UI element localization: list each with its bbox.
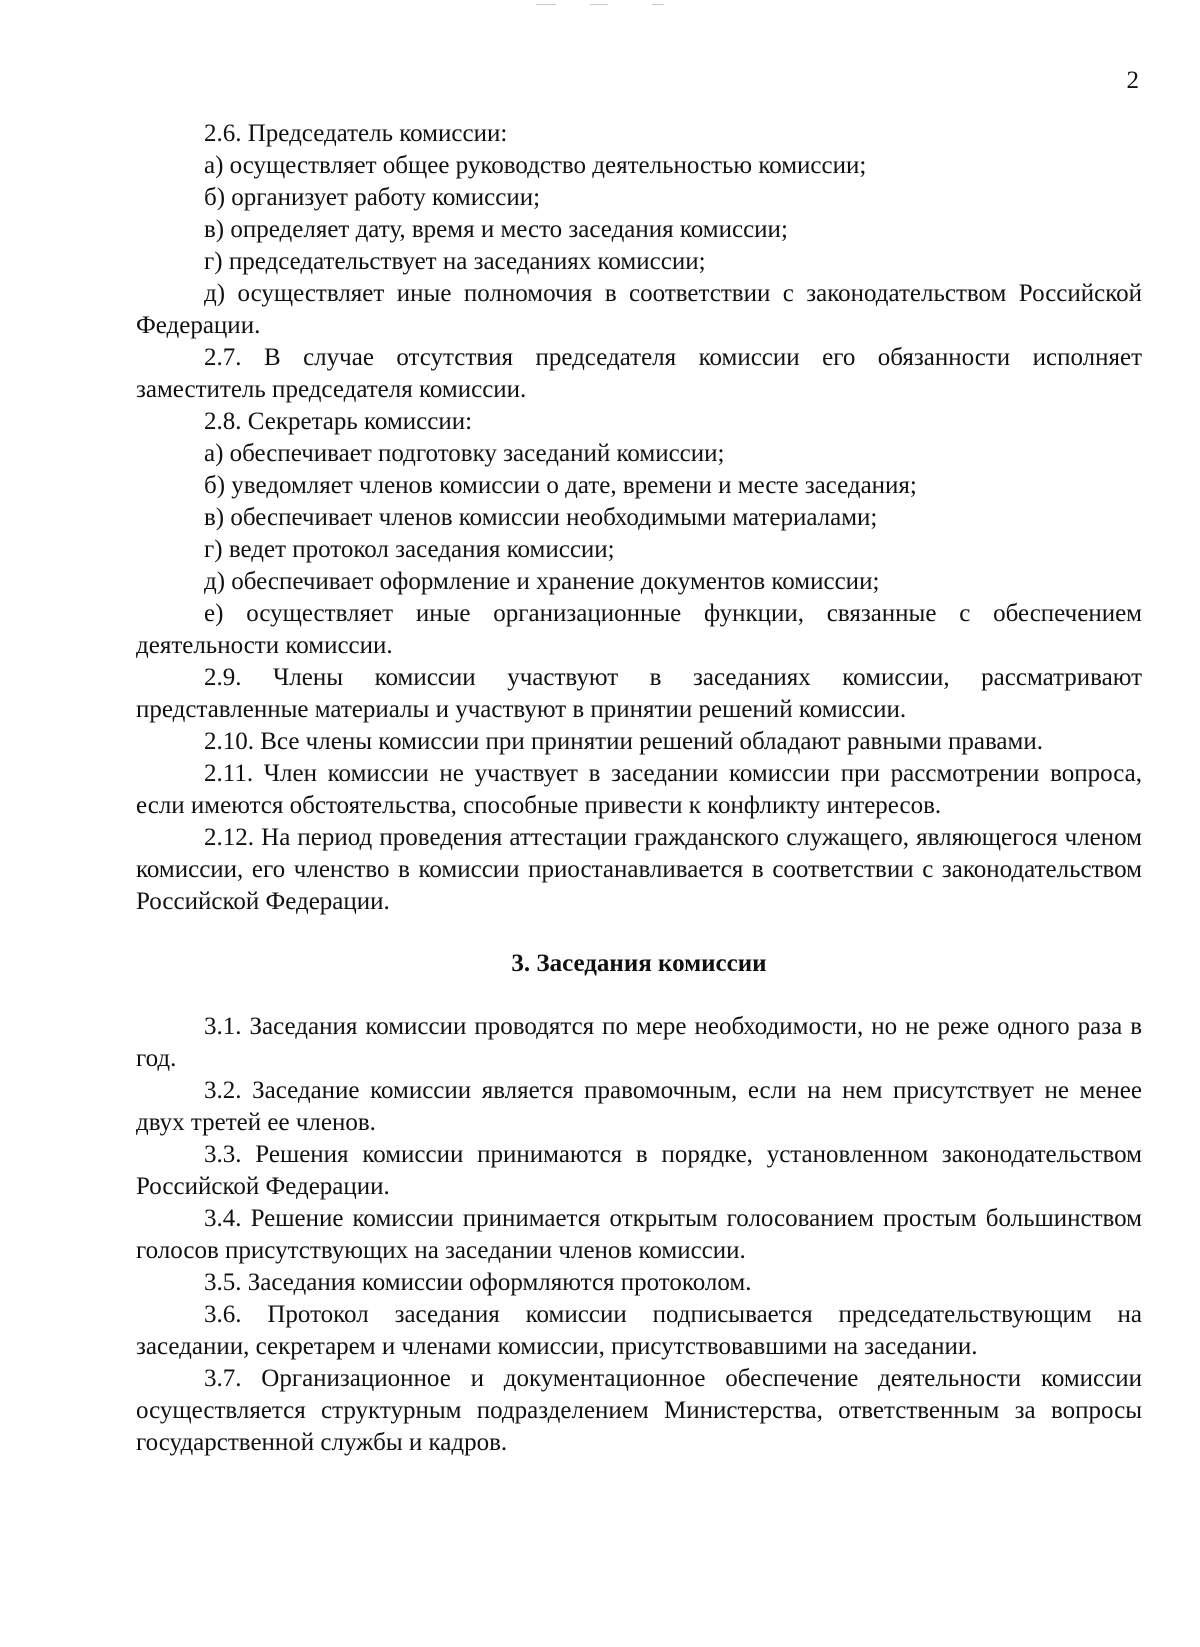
paragraph: в) определяет дату, время и место заседания комиссии; xyxy=(204,216,788,243)
paragraph: б) уведомляет членов комиссии о дате, времени и месте заседания; xyxy=(204,472,917,499)
page-number: 2 xyxy=(1126,67,1139,94)
document-body xyxy=(136,118,1142,1459)
paragraph: б) организует работу комиссии; xyxy=(204,184,541,211)
scan-artifact xyxy=(590,4,608,5)
paragraph: 2.7. В случае отсутствия председателя комиссии его обязанности исполняет заместитель председателя комиссии. xyxy=(136,344,1142,403)
paragraph: а) осуществляет общее руководство деятельностью комиссии; xyxy=(204,152,867,179)
scan-artifact xyxy=(652,4,664,5)
paragraph: д) обеспечивает оформление и хранение документов комиссии; xyxy=(204,568,880,595)
paragraph: в) обеспечивает членов комиссии необходимыми материалами; xyxy=(204,504,878,531)
paragraph: г) ведет протокол заседания комиссии; xyxy=(204,536,615,563)
section-heading: 3. Заседания комиссии xyxy=(511,950,767,977)
paragraph: а) обеспечивает подготовку заседаний комиссии; xyxy=(204,440,725,467)
paragraph: 3.7. Организационное и документационное обеспечение деятельности комиссии осуществляется структурным подразделением Министерства, ответственным за вопросы государственной службы и кадров. xyxy=(136,1365,1142,1456)
paragraph: е) осуществляет иные организационные функции, связанные с обеспечением деятельности комиссии. xyxy=(136,600,1142,659)
paragraph: 3.4. Решение комиссии принимается открытым голосованием простым большинством голосов присутствующих на заседании членов комиссии. xyxy=(136,1205,1142,1264)
scan-artifact xyxy=(536,4,556,5)
paragraph: 2.10. Все члены комиссии при принятии решений обладают равными правами. xyxy=(204,728,1043,755)
paragraph: 3.6. Протокол заседания комиссии подписывается председательствующим на заседании, секретарем и членами комиссии, присутствовавшими на заседании. xyxy=(136,1301,1142,1360)
paragraph: 2.12. На период проведения аттестации гражданского служащего, являющегося членом комиссии, его членство в комиссии приостанавливается в соответствии с законодательством Российской Федерации. xyxy=(136,824,1142,915)
paragraph: 2.6. Председатель комиссии: xyxy=(204,120,508,147)
paragraph: 2.8. Секретарь комиссии: xyxy=(204,408,473,435)
paragraph: 3.1. Заседания комиссии проводятся по мере необходимости, но не реже одного раза в год. xyxy=(136,1013,1142,1072)
paragraph: 2.9. Члены комиссии участвуют в заседаниях комиссии, рассматривают представленные материалы и участвуют в принятии решений комиссии. xyxy=(136,664,1142,723)
paragraph: д) осуществляет иные полномочия в соответствии с законодательством Российской Федерации. xyxy=(136,280,1142,339)
paragraph: 3.5. Заседания комиссии оформляются протоколом. xyxy=(204,1269,752,1296)
paragraph: 2.11. Член комиссии не участвует в заседании комиссии при рассмотрении вопроса, если имеются обстоятельства, способные привести к конфликту интересов. xyxy=(136,760,1142,819)
paragraph: 3.2. Заседание комиссии является правомочным, если на нем присутствует не менее двух третей ее членов. xyxy=(136,1077,1142,1136)
paragraph: г) председательствует на заседаниях комиссии; xyxy=(204,248,706,275)
paragraph: 3.3. Решения комиссии принимаются в порядке, установленном законодательством Российской Федерации. xyxy=(136,1141,1142,1200)
